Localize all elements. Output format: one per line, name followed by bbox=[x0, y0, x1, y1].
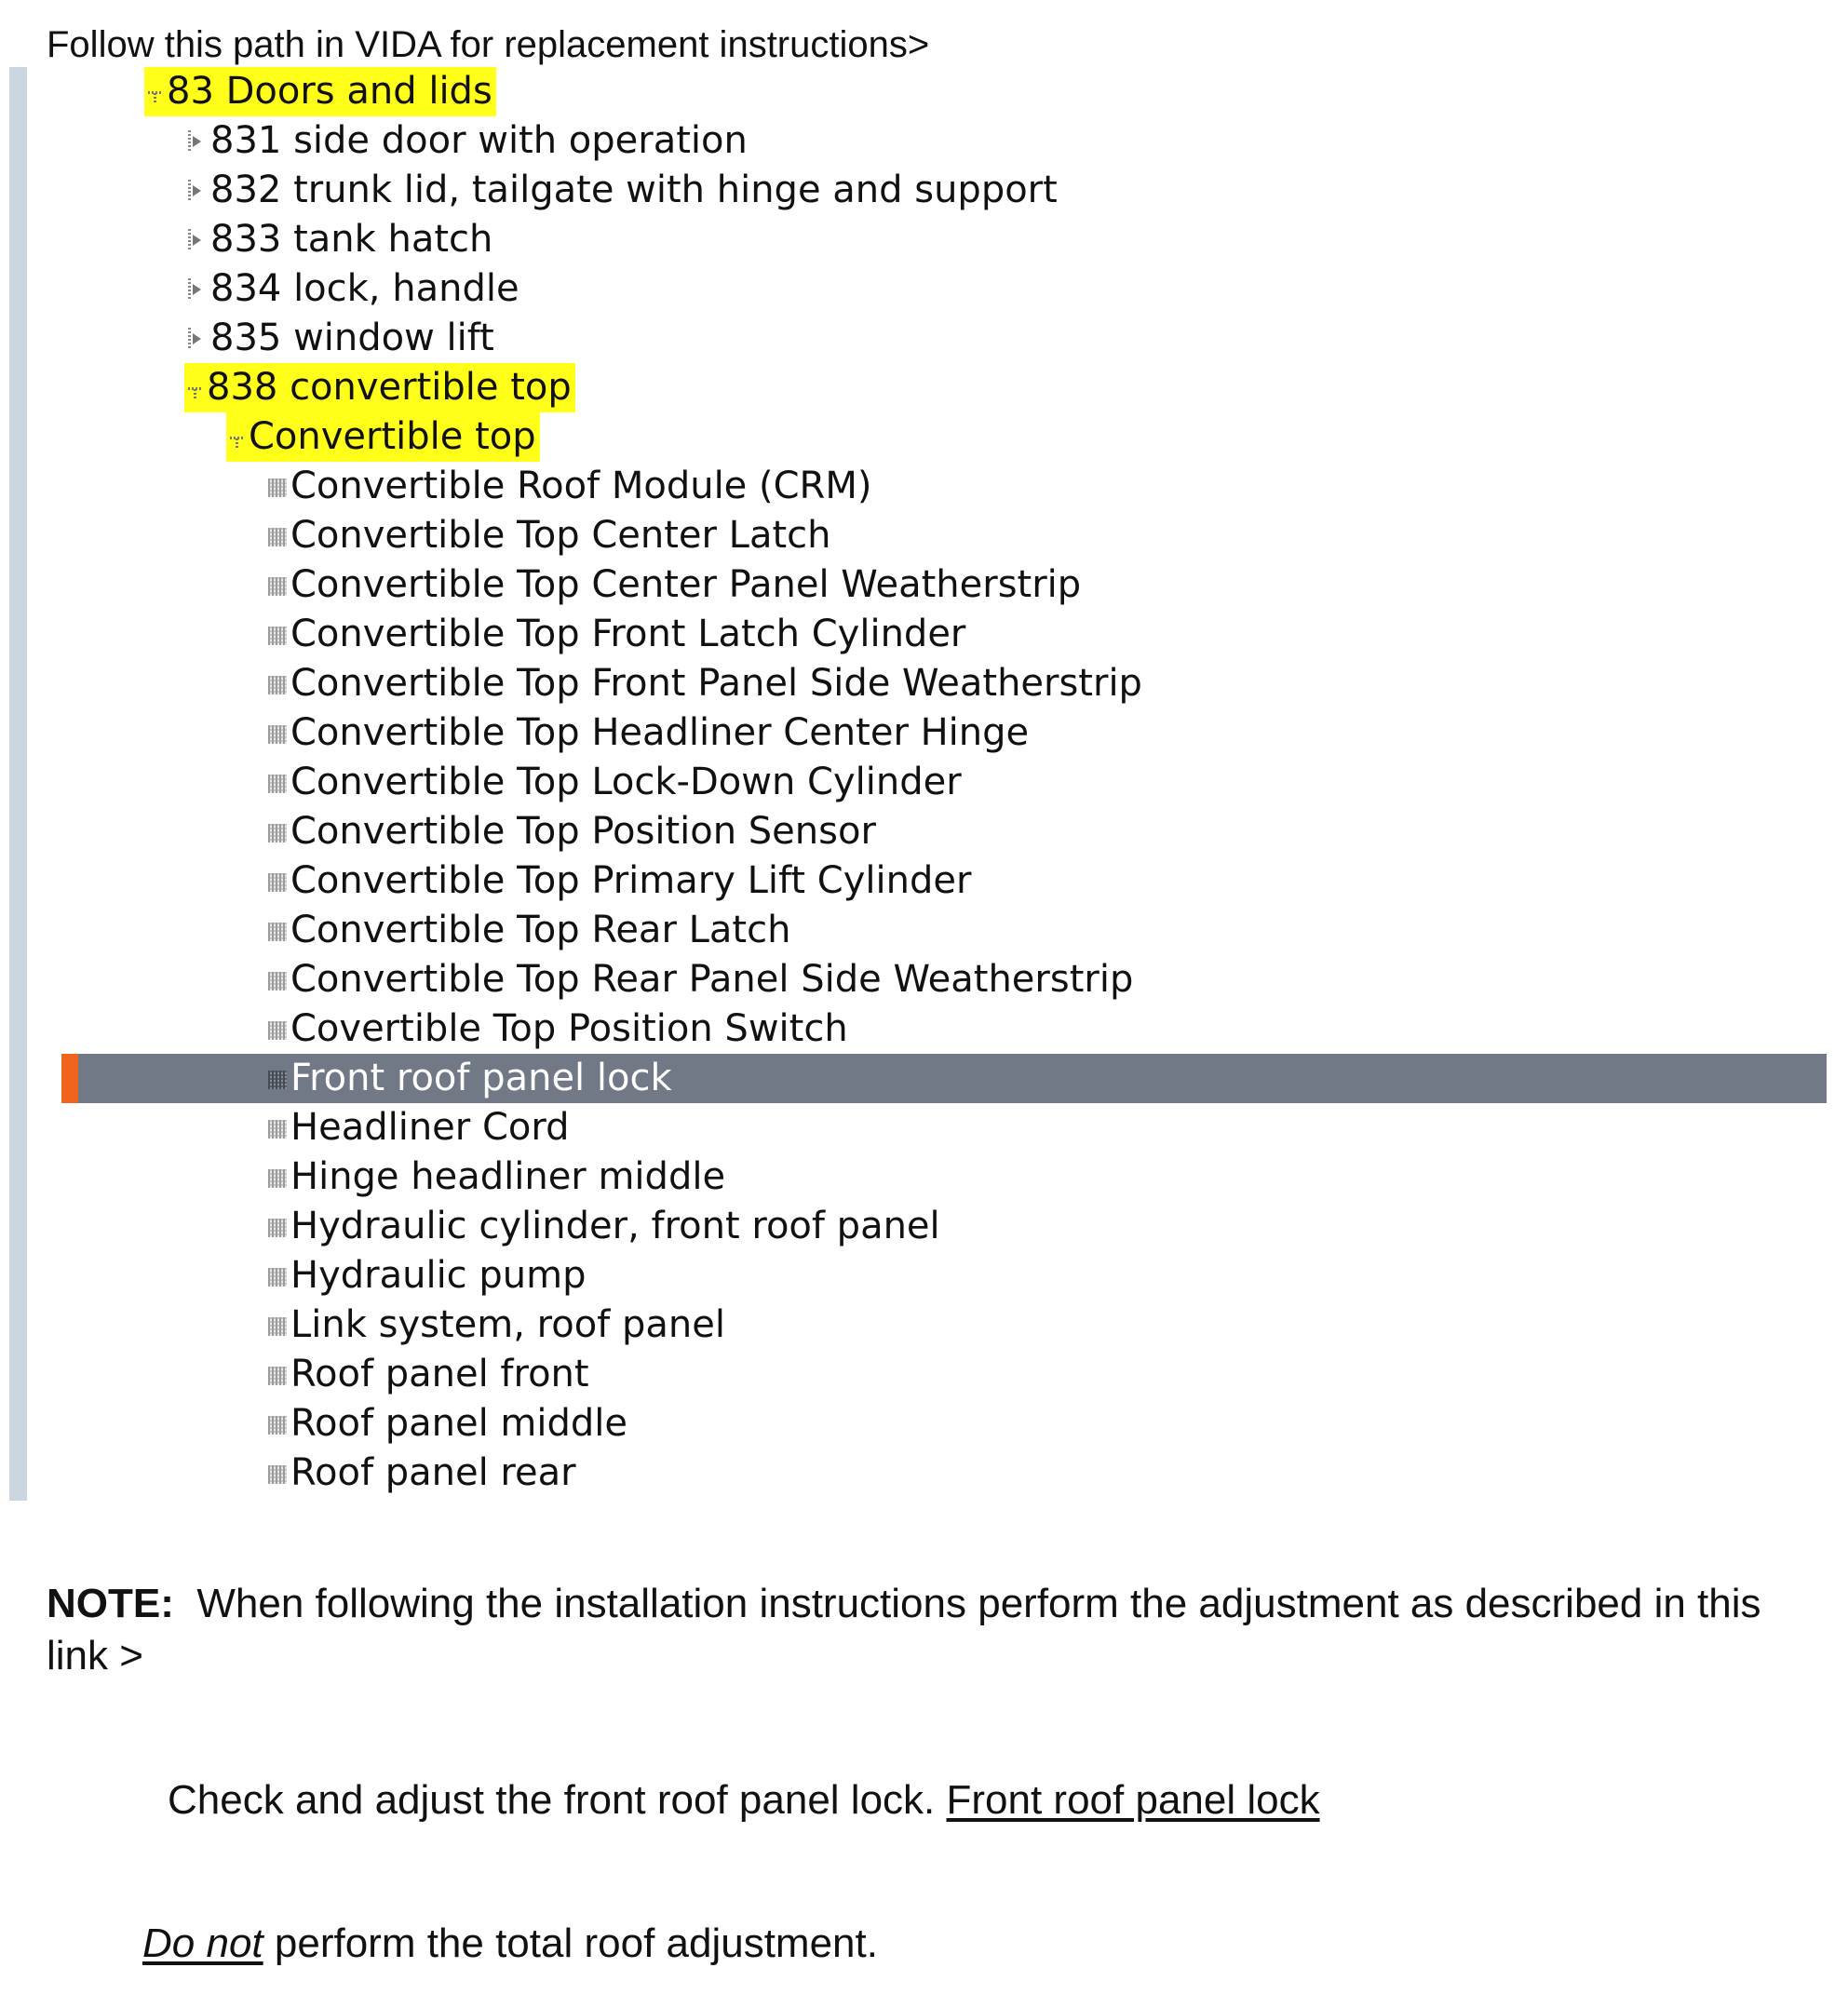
tree-document-label: Convertible Top Position Sensor bbox=[290, 810, 876, 853]
tree-node-label: 833 tank hatch bbox=[210, 218, 493, 261]
tree-document-item[interactable] bbox=[0, 1004, 1848, 1054]
tree-document-label: Convertible Roof Module (CRM) bbox=[290, 465, 872, 507]
check-instruction bbox=[168, 1774, 1320, 1826]
warning-text: perform the total roof adjustment. bbox=[274, 1920, 878, 1966]
intro-text: Follow this path in VIDA for replacement instructions> bbox=[47, 24, 930, 65]
tree-document-label: Headliner Cord bbox=[290, 1106, 570, 1149]
tree-collapsed-icon[interactable] bbox=[184, 314, 209, 363]
document-icon bbox=[266, 511, 289, 560]
tree-document-label: Convertible Top Rear Latch bbox=[290, 909, 791, 951]
warning-instruction bbox=[142, 1918, 878, 1970]
document-icon bbox=[266, 1251, 289, 1300]
tree-document-label: Hinge headliner middle bbox=[290, 1155, 726, 1198]
document-icon bbox=[266, 462, 289, 511]
tree-document-label: Covertible Top Position Switch bbox=[290, 1007, 848, 1050]
tree-document-item[interactable] bbox=[0, 511, 1848, 560]
tree-document-item[interactable] bbox=[0, 1251, 1848, 1300]
tree-document-item[interactable] bbox=[0, 560, 1848, 610]
selection-marker bbox=[61, 1054, 78, 1103]
tree-document-item[interactable] bbox=[0, 906, 1848, 955]
document-icon bbox=[266, 758, 289, 807]
document-icon bbox=[266, 1103, 289, 1152]
tree-node-833[interactable] bbox=[0, 215, 1848, 264]
tree-node-83-doors-and-lids[interactable] bbox=[0, 67, 1848, 116]
tree-document-label: Convertible Top Center Latch bbox=[290, 514, 831, 557]
tree-document-label: Hydraulic pump bbox=[290, 1254, 587, 1297]
note-text: When following the installation instructions perform the adjustment as described in this link > bbox=[47, 1581, 1761, 1678]
tree-expanded-icon[interactable] bbox=[226, 412, 247, 462]
tree-node-834[interactable] bbox=[0, 264, 1848, 314]
tree-document-item[interactable] bbox=[0, 610, 1848, 659]
tree-collapsed-icon[interactable] bbox=[184, 166, 209, 215]
document-icon bbox=[266, 659, 289, 708]
document-icon bbox=[266, 906, 289, 955]
warning-emphasis: Do not bbox=[142, 1920, 263, 1966]
tree-document-label: Roof panel front bbox=[290, 1353, 589, 1395]
tree-document-label: Convertible Top Center Panel Weatherstrip bbox=[290, 563, 1082, 606]
tree-node-832[interactable] bbox=[0, 166, 1848, 215]
tree-node-label: 835 window lift bbox=[210, 317, 494, 359]
tree-node-831[interactable] bbox=[0, 116, 1848, 166]
tree-document-label: Convertible Top Primary Lift Cylinder bbox=[290, 859, 972, 902]
document-icon bbox=[266, 1300, 289, 1350]
tree-document-item[interactable] bbox=[0, 758, 1848, 807]
tree-document-item[interactable] bbox=[0, 1399, 1848, 1449]
tree-document-label: Front roof panel lock bbox=[290, 1057, 672, 1099]
document-icon bbox=[266, 1350, 289, 1399]
tree-document-label: Convertible Top Rear Panel Side Weatherstrip bbox=[290, 958, 1134, 1001]
tree-collapsed-icon[interactable] bbox=[184, 264, 209, 314]
front-roof-panel-lock-link[interactable]: Front roof panel lock bbox=[946, 1777, 1320, 1823]
tree-expanded-icon[interactable] bbox=[144, 67, 165, 116]
tree-document-item[interactable] bbox=[0, 1449, 1848, 1498]
tree-document-item[interactable] bbox=[0, 708, 1848, 758]
tree-document-label: Convertible Top Front Panel Side Weatherstrip bbox=[290, 662, 1142, 705]
document-icon bbox=[266, 807, 289, 856]
tree-node-label: Convertible top bbox=[249, 415, 536, 458]
tree-document-label: Convertible Top Headliner Center Hinge bbox=[290, 711, 1030, 754]
document-icon bbox=[266, 955, 289, 1004]
tree-document-item[interactable] bbox=[0, 955, 1848, 1004]
document-icon bbox=[266, 1152, 289, 1202]
document-icon bbox=[266, 1004, 289, 1054]
tree-node-label: 832 trunk lid, tailgate with hinge and support bbox=[210, 168, 1058, 211]
tree-node-838[interactable] bbox=[0, 363, 1848, 412]
tree-document-item[interactable] bbox=[0, 659, 1848, 708]
tree-document-item[interactable] bbox=[0, 1300, 1848, 1350]
document-icon bbox=[266, 1054, 289, 1103]
tree-document-item-selected[interactable] bbox=[0, 1054, 1848, 1103]
tree-document-label: Convertible Top Front Latch Cylinder bbox=[290, 613, 966, 655]
document-icon bbox=[266, 856, 289, 906]
note-paragraph bbox=[47, 1578, 1815, 1682]
document-icon bbox=[266, 1399, 289, 1449]
tree-document-item[interactable] bbox=[0, 1152, 1848, 1202]
tree-node-label: 838 convertible top bbox=[207, 366, 572, 409]
tree-document-label: Hydraulic cylinder, front roof panel bbox=[290, 1205, 940, 1247]
tree-node-label: 834 lock, handle bbox=[210, 267, 519, 310]
tree-document-item[interactable] bbox=[0, 1202, 1848, 1251]
tree-node-convertible-top[interactable] bbox=[0, 412, 1848, 462]
tree-node-label: 83 Doors and lids bbox=[167, 70, 492, 113]
tree-expanded-icon[interactable] bbox=[184, 363, 205, 412]
tree-document-label: Convertible Top Lock-Down Cylinder bbox=[290, 761, 962, 803]
tree-collapsed-icon[interactable] bbox=[184, 116, 209, 166]
tree-document-item[interactable] bbox=[0, 807, 1848, 856]
document-icon bbox=[266, 1449, 289, 1498]
check-text: Check and adjust the front roof panel lock. bbox=[168, 1777, 936, 1823]
tree-node-label: 831 side door with operation bbox=[210, 119, 748, 162]
note-label: NOTE: bbox=[47, 1581, 174, 1626]
tree-document-label: Link system, roof panel bbox=[290, 1303, 725, 1346]
vida-navigation-tree bbox=[0, 67, 1848, 1501]
tree-collapsed-icon[interactable] bbox=[184, 215, 209, 264]
tree-document-item[interactable] bbox=[0, 1350, 1848, 1399]
document-icon bbox=[266, 708, 289, 758]
document-icon bbox=[266, 610, 289, 659]
tree-document-label: Roof panel middle bbox=[290, 1402, 628, 1445]
document-icon bbox=[266, 560, 289, 610]
tree-document-item[interactable] bbox=[0, 856, 1848, 906]
tree-document-item[interactable] bbox=[0, 1103, 1848, 1152]
tree-node-835[interactable] bbox=[0, 314, 1848, 363]
tree-document-item[interactable] bbox=[0, 462, 1848, 511]
document-icon bbox=[266, 1202, 289, 1251]
tree-document-label: Roof panel rear bbox=[290, 1451, 576, 1494]
